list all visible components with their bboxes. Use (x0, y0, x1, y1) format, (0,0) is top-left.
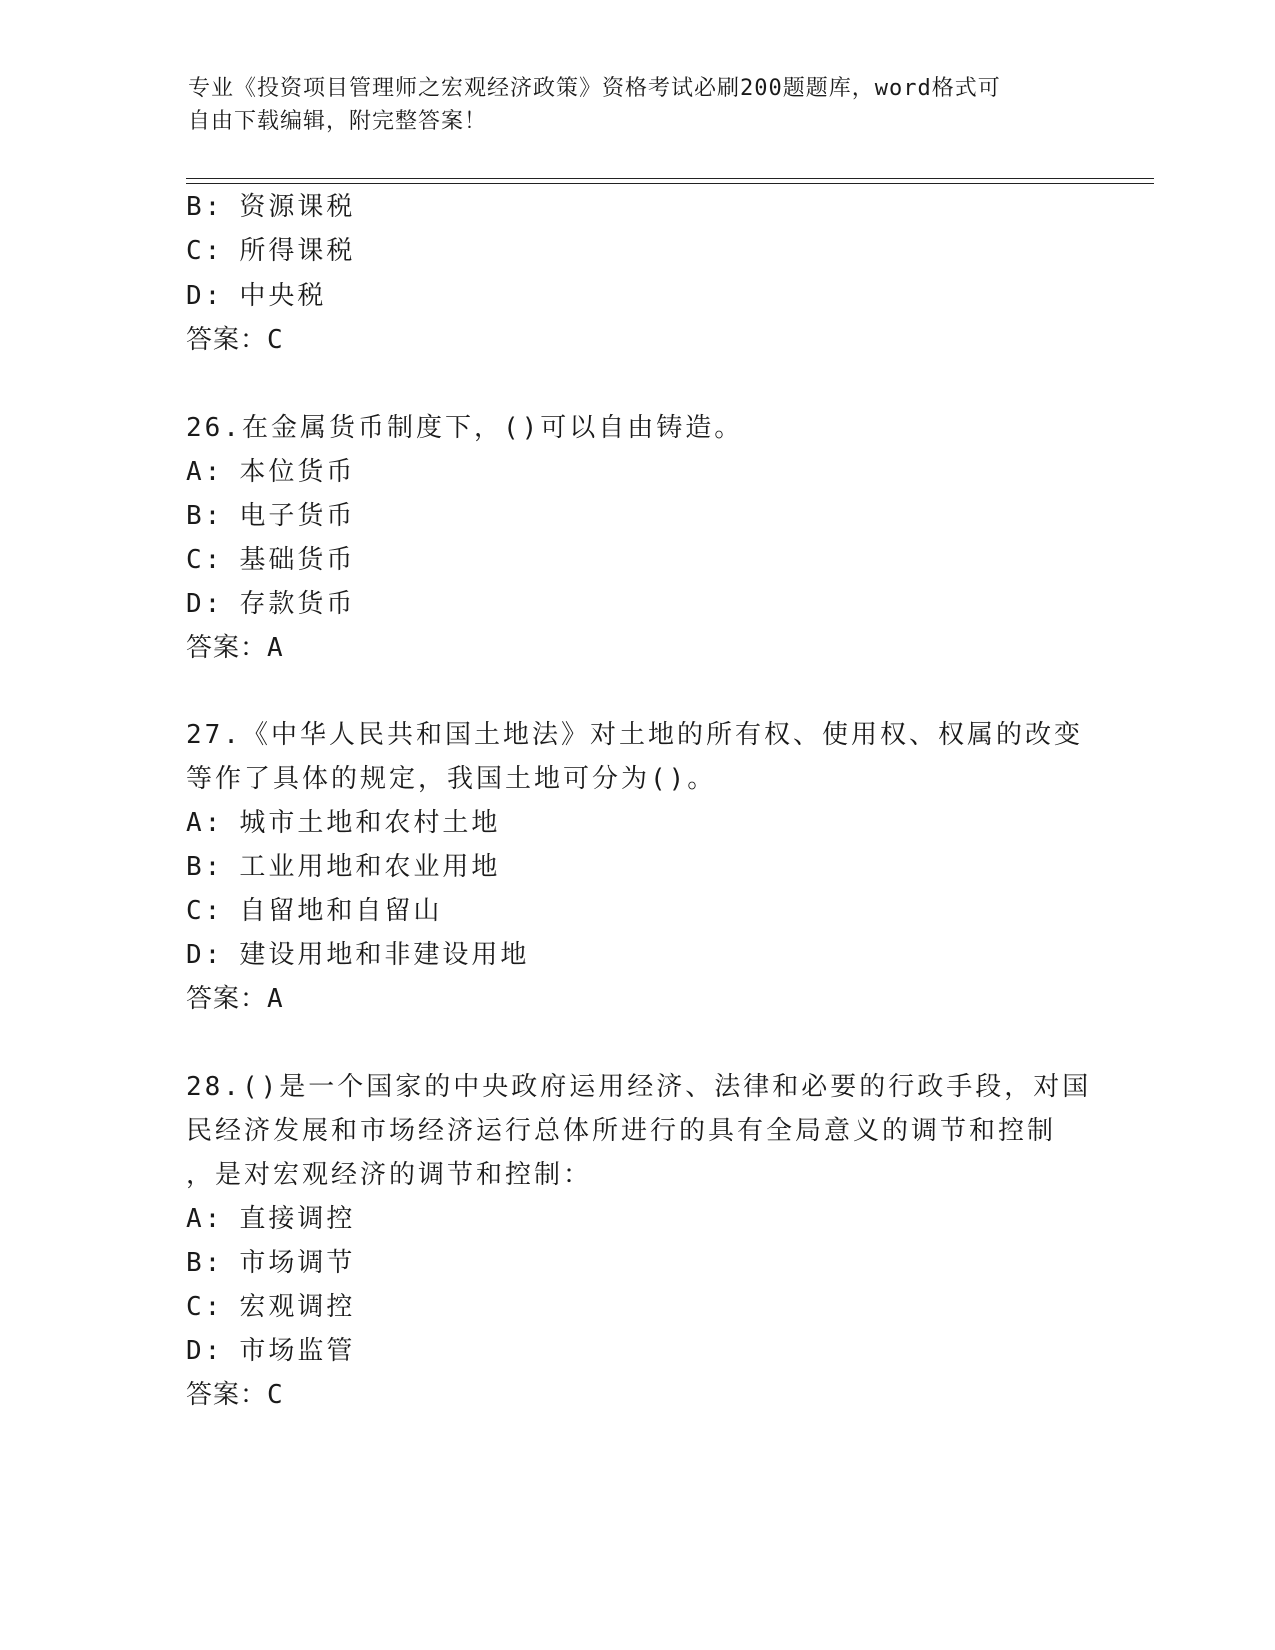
option-text: 城市土地和农村土地 (239, 808, 501, 838)
answer-value: A (267, 633, 284, 663)
answer-line (186, 323, 284, 357)
answer-label: 答案： (186, 633, 268, 663)
option-tag: A: (186, 457, 224, 487)
option-item (186, 543, 355, 577)
option-text: 建设用地和非建设用地 (239, 940, 530, 970)
question-stem: 26.在金属货币制度下，()可以自由铸造。 (186, 413, 744, 443)
answer-line (186, 982, 284, 1016)
option-text: 电子货币 (239, 501, 356, 531)
option-tag: C: (186, 896, 224, 926)
option-text: 基础货币 (239, 545, 356, 575)
option-item (186, 938, 529, 972)
answer-label: 答案： (186, 984, 268, 1014)
option-item (186, 1290, 355, 1324)
option-tag: B: (186, 1248, 224, 1278)
option-tag: B: (186, 501, 224, 531)
option-text: 存款货币 (239, 589, 356, 619)
option-tag: C: (186, 545, 224, 575)
question-stem: 27.《中华人民共和国土地法》对土地的所有权、使用权、权属的改变 (186, 720, 1083, 750)
option-item (186, 587, 355, 621)
option-item (186, 850, 500, 884)
option-text: 市场监管 (239, 1336, 356, 1366)
document-header (188, 72, 1068, 138)
answer-value: A (267, 984, 284, 1014)
option-text: 直接调控 (239, 1204, 356, 1234)
header-divider-bottom (186, 183, 1154, 184)
option-item (186, 1334, 355, 1368)
question-stem: 等作了具体的规定，我国土地可分为()。 (186, 764, 717, 794)
option-item (186, 894, 442, 928)
header-divider-top (186, 178, 1154, 179)
option-tag: A: (186, 808, 224, 838)
answer-value: C (267, 325, 284, 355)
option-tag: C: (186, 236, 224, 266)
option-text: 自留地和自留山 (239, 896, 443, 926)
option-item (186, 190, 355, 224)
option-item (186, 234, 355, 268)
option-text: 中央税 (239, 281, 327, 311)
header-line-2: 自由下载编辑，附完整答案！ (188, 109, 488, 134)
answer-line (186, 631, 284, 665)
option-item (186, 806, 500, 840)
option-tag: C: (186, 1292, 224, 1322)
question-stem: 民经济发展和市场经济运行总体所进行的具有全局意义的调节和控制 (186, 1116, 1057, 1146)
header-line-1: 专业《投资项目管理师之宏观经济政策》资格考试必刷200题题库，word格式可 (188, 76, 1001, 101)
question-stem: 28.()是一个国家的中央政府运用经济、法律和必要的行政手段，对国 (186, 1072, 1092, 1102)
option-item (186, 1246, 355, 1280)
option-text: 本位货币 (239, 457, 356, 487)
option-item (186, 455, 355, 489)
option-text: 市场调节 (239, 1248, 356, 1278)
option-text: 所得课税 (239, 236, 356, 266)
option-tag: D: (186, 940, 224, 970)
answer-value: C (267, 1380, 284, 1410)
option-text: 工业用地和农业用地 (239, 852, 501, 882)
option-item (186, 499, 355, 533)
option-tag: D: (186, 281, 224, 311)
option-item (186, 1202, 355, 1236)
option-text: 宏观调控 (239, 1292, 356, 1322)
question-stem: ，是对宏观经济的调节和控制： (186, 1160, 593, 1190)
answer-line (186, 1378, 284, 1412)
option-item (186, 279, 326, 313)
answer-label: 答案： (186, 1380, 268, 1410)
answer-label: 答案： (186, 325, 268, 355)
option-tag: D: (186, 589, 224, 619)
option-text: 资源课税 (239, 192, 356, 222)
option-tag: B: (186, 852, 224, 882)
option-tag: D: (186, 1336, 224, 1366)
option-tag: A: (186, 1204, 224, 1234)
option-tag: B: (186, 192, 224, 222)
